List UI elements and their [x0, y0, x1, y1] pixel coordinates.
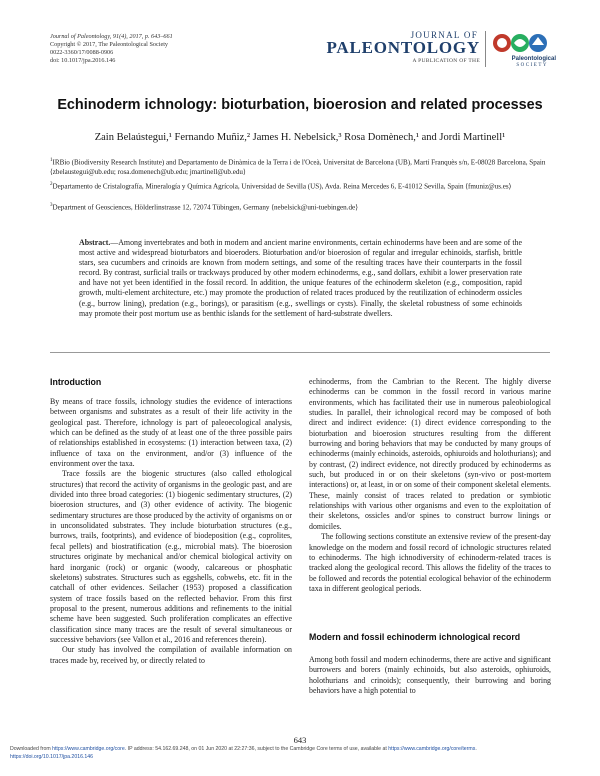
affiliation-text: IRBio (Biodiversity Research Institute) and Departamento de Dinàmica de la Terra i de l'Oceà, Universitat de Barcelona (UB), Martí Franquès s/n, E-08028 Barcelona, Spain ⟨zbelaustegui@ub.edu; rosa.domenech@ub.edu; jmartinell@ub.edu⟩ — [50, 158, 546, 176]
affiliation-1 — [50, 156, 565, 177]
left-column — [50, 397, 292, 666]
doi-link[interactable]: https://doi.org/10.1017/jpa.2016.146 — [10, 753, 94, 760]
paragraph: The following sections constitute an extensive review of the present-day knowledge on the modern and fossil record of ichnologic structures related to echinoderms. The high ichnodiversity of echinoderm-related traces is tracked along the geological record. This allows the fidelity of the traces to be followed and records the potential ecological behavior of the echinoderm taxa in different geological periods. — [309, 532, 551, 593]
affiliation-3 — [50, 201, 565, 213]
affiliation-2 — [50, 180, 565, 192]
logo-society-name: Paleontological — [511, 56, 556, 62]
journal-citation: Journal of Paleontology, 91(4), 2017, p. 643–661 — [50, 33, 173, 40]
affiliation-text: Department of Geosciences, Hölderlinstrasse 12, 72074 Tübingen, Germany ⟨nebelsick@uni-tuebingen.de⟩ — [52, 203, 358, 212]
paragraph: Among both fossil and modern echinoderms, there are active and significant burrowers and borers (mainly echinoids, but also asteroids, ophiuroids, holothurians and crinoids); consequently, their burrowing and boring behaviors have a high potential to — [309, 655, 551, 696]
download-footer — [10, 746, 595, 761]
abstract — [79, 238, 522, 319]
logo-journal-of: JOURNAL OF — [410, 30, 478, 40]
journal-metadata — [50, 33, 173, 65]
affiliation-number: 2 — [50, 182, 53, 187]
logo-paleontology: PALEONTOLOGY — [326, 38, 480, 57]
logo-divider — [485, 31, 486, 67]
abstract-text: —Among invertebrates and both in modern and ancient marine environments, certain echinoderms have been and are some of the most active and widespread bioturbators and bioeroders. Bioturbation and/or bioerosion of regular and irregular echinoids, starfish, brittle stars, sea cucumbers and crinoids are known from modern settings, and some of the resulting traces have their counterparts in the fossil record. By contrast, surficial trails or trackways produced by other modern echinoderms, e.g., sand dollars, exhibit a lower preservation rate and have not yet been identified in the fossil record. In addition, the unique features of the echinoderm skeleton (e.g., composition, rapid growth, multi-element architecture, etc.) may promote the production of related traces produced by the reutilization of echinoderm ossicles (e.g., burrow lining), predation (e.g., borings), or parasitism (e.g., swellings or cysts). Finally, the skeletal robustness of some echinoids may promote their post mortum use as benthic islands for the settlement of hard-substrate dwellers. — [79, 238, 522, 318]
terms-link[interactable]: https://www.cambridge.org/core/terms — [388, 746, 476, 752]
paragraph: Trace fossils are the biogenic structures (also called ethological structures) that record the activity of organisms in the geologic past, and are divided into three broad categories: (1) biogenic sedimentary structures, (2) bioerosion structures, and (3) other evidence of activity. The biogenic sedimentary structures are those produced by the activity of organisms on or in unconsolidated substrates. They include bioturbation structures (e.g., burrows, trails, footprints), and evidence of biodeposition (e.g., coprolites, fecal pellets) and biostratification (e.g., microbial mats). The bioerosion structures originate by mechanical and/or chemical biological activity on hard inorganic (rock) or organic (woody, calcareous or phosphatic skeletons) substrates. Structures such as eggshells, cobwebs, etc. fit in the catchall of other evidences. Seilacher (1953) proposed a classification system of trace fossils based on the reflected behavior. From this first proposal to the present, numerous additions and refinements to the initial scheme have been suggested. Such proliferation complicates an effective classification since many traces are the result of several simultaneous or successive behaviors (see Vallon et al., 2016 and references therein). — [50, 469, 292, 644]
footer-text: . IP address: 54.162.69.248, on 01 Jun 2020 at 22:27:36, subject to the Cambridge Core terms of use, available at — [124, 746, 389, 752]
doi-line: doi: 10.1017/jpa.2016.146 — [50, 57, 116, 64]
footer-text: . — [475, 746, 477, 752]
society-emblem-icon — [490, 29, 550, 57]
issn-line: 0022-3360/17/0088-0906 — [50, 49, 114, 56]
abstract-label: Abstract. — [79, 238, 111, 247]
logo-society-word: SOCIETY — [516, 63, 548, 68]
footer-text: Downloaded from — [10, 746, 53, 752]
paragraph: By means of trace fossils, ichnology studies the evidence of interactions between organisms and substrates as a result of their life activity in the geological past. Therefore, ichnology is part of paleoecological analysis, which can be defined as the study of at least one of the three possible pairs of relationships established in ecosystems: (1) interaction between taxa, (2) influence of taxa on the environment, and/or (3) influence of the environment over the taxa. — [50, 397, 292, 469]
paper-title: Echinoderm ichnology: bioturbation, bioerosion and related processes — [57, 97, 543, 113]
logo-publication-of: A PUBLICATION OF THE — [412, 58, 480, 64]
right-column — [309, 377, 551, 594]
paragraph: Our study has involved the compilation of available information on traces made by, received by, or directly related to — [50, 645, 292, 665]
affiliation-number: 1 — [50, 158, 53, 163]
affiliation-text: Departamento de Cristalografía, Mineralogía y Química Agrícola, Universidad de Sevilla (US), Avda. Reina Mercedes 6, E-41012 Sevilla, Spain ⟨fmuniz@us.es⟩ — [52, 182, 512, 191]
author-list: Zain Belaústegui,¹ Fernando Muñiz,² James H. Nebelsick,³ Rosa Domènech,¹ and Jordi Martinell¹ — [94, 132, 506, 143]
copyright-line: Copyright © 2017, The Paleontological Society — [50, 41, 169, 48]
introduction-heading: Introduction — [50, 377, 102, 387]
page-number: 643 — [293, 735, 307, 745]
journal-logo — [326, 29, 560, 71]
affiliation-number: 3 — [50, 203, 53, 208]
section-divider — [50, 352, 550, 353]
cambridge-core-link[interactable]: https://www.cambridge.org/core — [52, 746, 125, 752]
section2-heading: Modern and fossil echinoderm ichnological record — [309, 632, 521, 642]
section2-body — [309, 655, 551, 696]
paragraph: echinoderms, from the Cambrian to the Recent. The highly diverse echinoderms can be common in the fossil record in various marine environments, which has facilitated their use in numerous paleobiological studies. In parallel, their ichnological record may be composed of both direct and indirect evidence: (1) direct evidence corresponding to the bioturbation and bioerosion structures resulting from the different burrowing and boring behaviors that may be conducted by many groups of echinoderms (mainly echinoids, asteroids, ophiuroids and holothurians); and by contrast, (2) indirect evidence, not directly produced by echinoderms as such, but produced in or on their skeletons (syn-vivo or post-mortem interactions) or, at least, in or on some of their component skeletal elements. These, mainly consist of traces related to predation or symbiotic relationships with various other organisms and even to the exploitation of their skeletons, ossicles and/or spines to construct burrow linings or domiciles. — [309, 377, 551, 531]
